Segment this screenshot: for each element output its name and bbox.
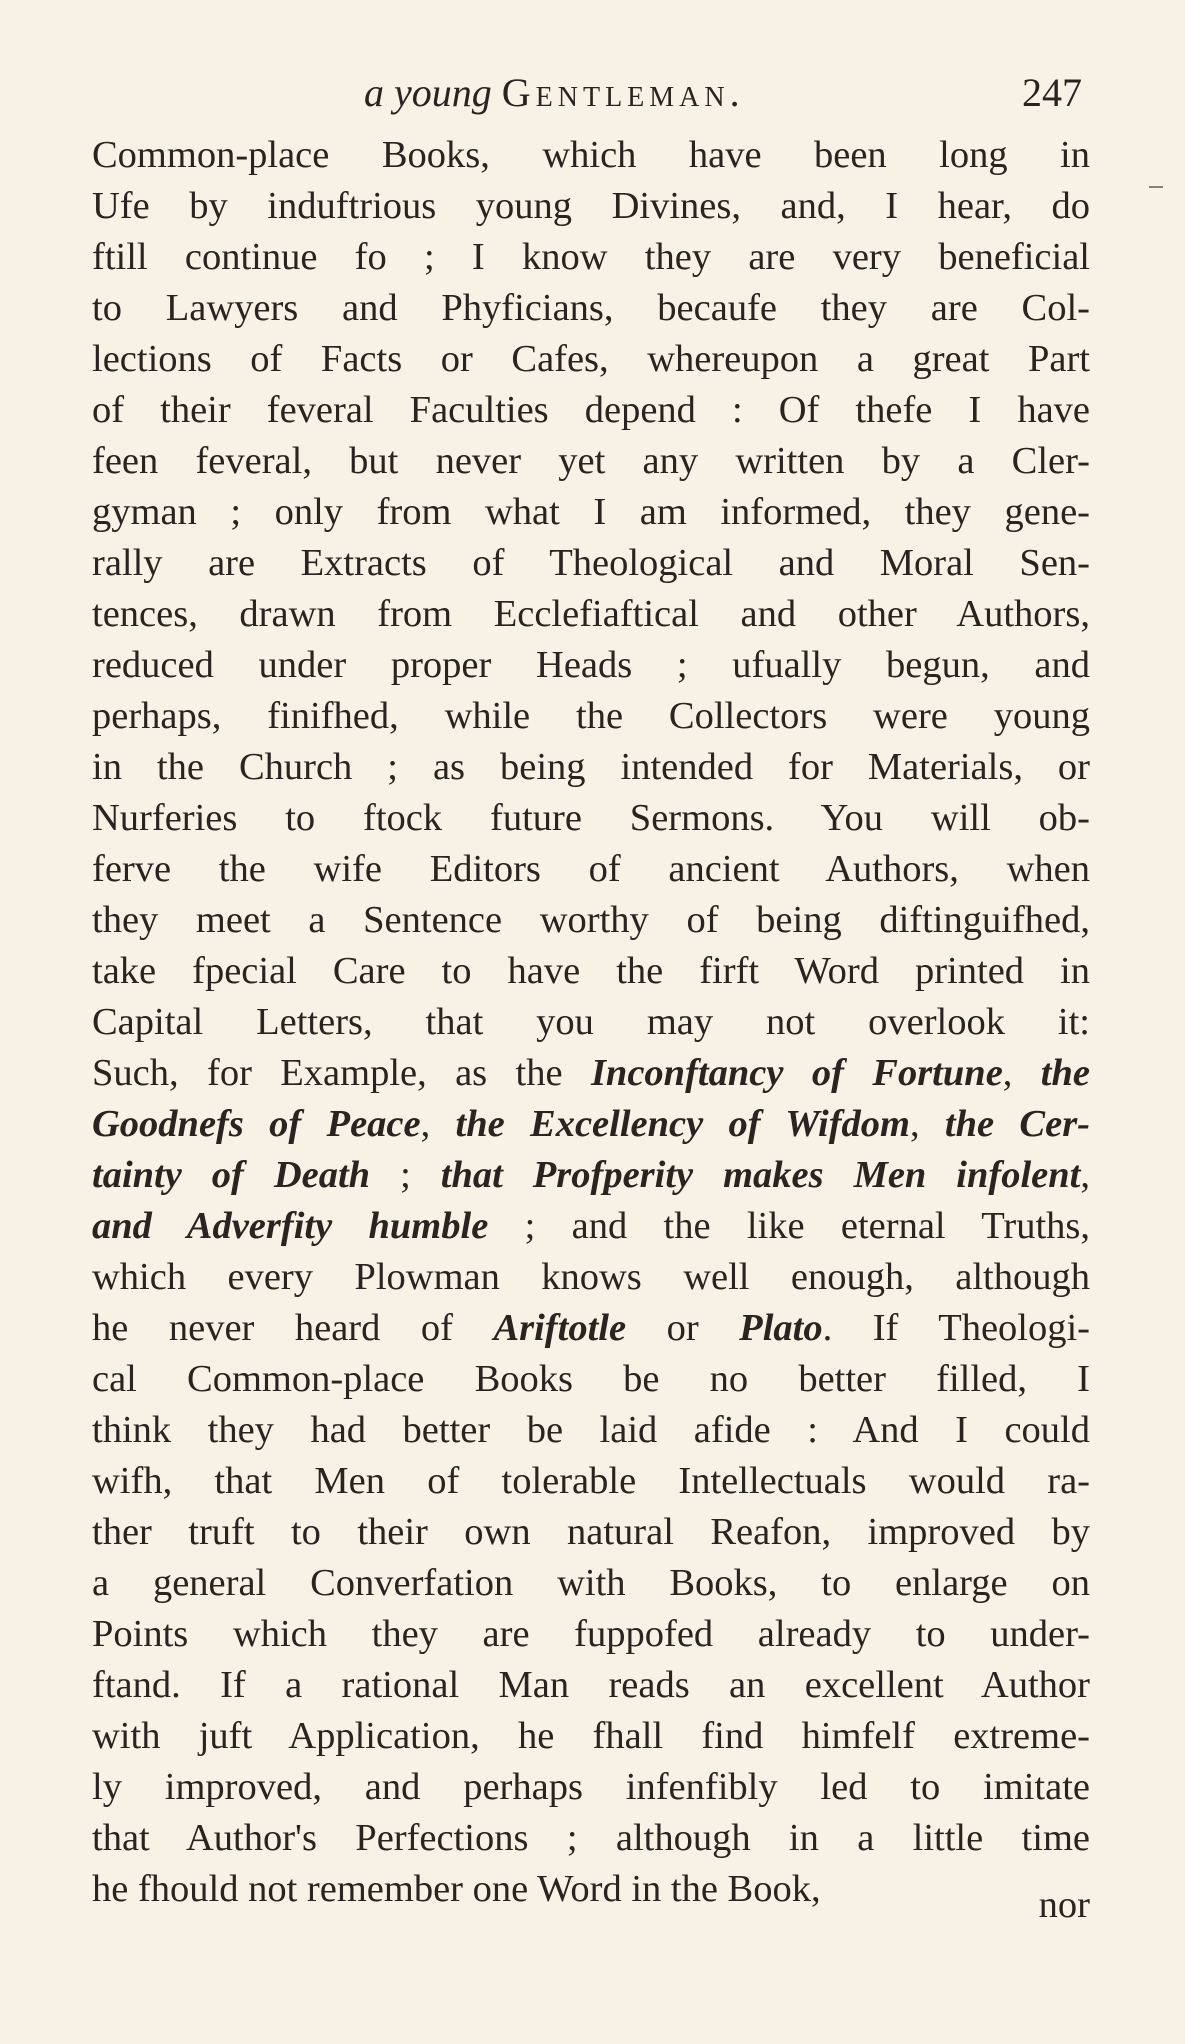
text-run: , bbox=[1002, 1052, 1041, 1094]
italic-phrase: Ariftotle bbox=[493, 1307, 627, 1349]
text-run: they meet a Sentence worthy of being diftinguifhed, bbox=[92, 899, 1090, 941]
text-line bbox=[92, 130, 1090, 181]
text-line bbox=[92, 181, 1090, 232]
text-line bbox=[92, 1813, 1090, 1864]
body-text bbox=[92, 130, 1090, 1915]
text-line bbox=[92, 1609, 1090, 1660]
text-run: Such, for Example, as the bbox=[92, 1052, 591, 1094]
italic-phrase: and Adverfity humble bbox=[92, 1205, 489, 1247]
text-line bbox=[92, 589, 1090, 640]
text-line bbox=[92, 1099, 1090, 1150]
italic-phrase: tainty of Death bbox=[92, 1154, 371, 1196]
italic-phrase: the Excellency of Wifdom bbox=[455, 1103, 910, 1145]
text-line bbox=[92, 385, 1090, 436]
text-run: , bbox=[420, 1103, 456, 1145]
text-run: think they had better be laid afide : And I could bbox=[92, 1409, 1090, 1451]
catchword: nor bbox=[1038, 1884, 1090, 1926]
text-line bbox=[92, 793, 1090, 844]
text-run: a general Converfation with Books, to enlarge on bbox=[92, 1562, 1090, 1604]
text-run: , bbox=[1080, 1154, 1090, 1196]
running-title-italic: a young bbox=[364, 70, 492, 115]
text-run: lections of Facts or Cafes, whereupon a great Part bbox=[92, 338, 1090, 380]
running-title-caps: Gentleman. bbox=[501, 70, 745, 115]
text-run: in the Church ; as being intended for Materials, or bbox=[92, 746, 1090, 788]
text-line bbox=[92, 691, 1090, 742]
text-run: he never heard of bbox=[92, 1307, 494, 1349]
text-line bbox=[92, 1201, 1090, 1252]
text-line bbox=[92, 946, 1090, 997]
text-run: which every Plowman knows well enough, although bbox=[92, 1256, 1090, 1298]
text-run: take fpecial Care to have the firft Word printed in bbox=[92, 950, 1090, 992]
text-run: gyman ; only from what I am informed, they gene- bbox=[92, 491, 1090, 533]
text-run: of their feveral Faculties depend : Of thefe I have bbox=[92, 389, 1090, 431]
text-line bbox=[92, 1303, 1090, 1354]
text-run: ly improved, and perhaps infenfibly led to imitate bbox=[92, 1766, 1090, 1808]
italic-phrase: Plato bbox=[739, 1307, 823, 1349]
text-run: . If Theologi- bbox=[822, 1307, 1090, 1349]
italic-phrase: Inconftancy of Fortune bbox=[590, 1052, 1003, 1094]
page-header bbox=[92, 68, 1092, 118]
text-line bbox=[92, 283, 1090, 334]
text-run: cal Common-place Books be no better filled, I bbox=[92, 1358, 1090, 1400]
text-run: Capital Letters, that you may not overlook it: bbox=[92, 1001, 1090, 1043]
margin-mark bbox=[1149, 186, 1163, 188]
text-run: Ufe by induftrious young Divines, and, I hear, do bbox=[92, 185, 1090, 227]
text-line bbox=[92, 232, 1090, 283]
text-line bbox=[92, 895, 1090, 946]
text-line bbox=[92, 1405, 1090, 1456]
text-run: reduced under proper Heads ; ufually begun, and bbox=[92, 644, 1090, 686]
text-run: tences, drawn from Ecclefiaftical and other Authors, bbox=[92, 593, 1090, 635]
text-run: or bbox=[626, 1307, 740, 1349]
text-run: ; bbox=[370, 1154, 441, 1196]
text-line bbox=[92, 1864, 1090, 1915]
text-line bbox=[92, 334, 1090, 385]
text-run: with juft Application, he fhall find himfelf extreme- bbox=[92, 1715, 1090, 1757]
text-line bbox=[92, 1558, 1090, 1609]
text-run: Points which they are fuppofed already to under- bbox=[92, 1613, 1090, 1655]
text-line bbox=[92, 1150, 1090, 1201]
text-run: ftand. If a rational Man reads an excellent Author bbox=[92, 1664, 1090, 1706]
text-line bbox=[92, 1252, 1090, 1303]
italic-phrase: the Cer- bbox=[944, 1103, 1090, 1145]
page-number: 247 bbox=[1022, 70, 1082, 115]
text-run: rally are Extracts of Theological and Moral Sen- bbox=[92, 542, 1090, 584]
text-line bbox=[92, 997, 1090, 1048]
text-line bbox=[92, 1456, 1090, 1507]
italic-phrase: Goodnefs of Peace bbox=[92, 1103, 421, 1145]
text-run: ; and the like eternal Truths, bbox=[488, 1205, 1090, 1247]
text-run: Common-place Books, which have been long in bbox=[92, 134, 1090, 176]
text-line bbox=[92, 436, 1090, 487]
text-run: , bbox=[909, 1103, 945, 1145]
text-line bbox=[92, 538, 1090, 589]
text-run: wifh, that Men of tolerable Intellectuals would ra- bbox=[92, 1460, 1090, 1502]
text-run: he fhould not remember one Word in the Book, bbox=[92, 1868, 821, 1910]
text-run: to Lawyers and Phyficians, becaufe they are Col- bbox=[92, 287, 1090, 329]
italic-phrase: the bbox=[1040, 1052, 1090, 1094]
text-line bbox=[92, 1048, 1090, 1099]
text-run: ther truft to their own natural Reafon, improved by bbox=[92, 1511, 1090, 1553]
text-run: ferve the wife Editors of ancient Authors, when bbox=[92, 848, 1090, 890]
running-title bbox=[364, 68, 745, 118]
text-line bbox=[92, 640, 1090, 691]
italic-phrase: that Profperity makes Men infolent bbox=[440, 1154, 1081, 1196]
text-line bbox=[92, 742, 1090, 793]
text-line bbox=[92, 1507, 1090, 1558]
text-run: Nurferies to ftock future Sermons. You will ob- bbox=[92, 797, 1090, 839]
text-line bbox=[92, 1354, 1090, 1405]
text-run: perhaps, finifhed, while the Collectors were young bbox=[92, 695, 1090, 737]
text-run: that Author's Perfections ; although in a little time bbox=[92, 1817, 1090, 1859]
text-run: feen feveral, but never yet any written by a Cler- bbox=[92, 440, 1090, 482]
text-line bbox=[92, 1660, 1090, 1711]
text-line bbox=[92, 1762, 1090, 1813]
text-line bbox=[92, 487, 1090, 538]
text-run: ftill continue fo ; I know they are very beneficial bbox=[92, 236, 1090, 278]
text-line bbox=[92, 1711, 1090, 1762]
text-line bbox=[92, 844, 1090, 895]
